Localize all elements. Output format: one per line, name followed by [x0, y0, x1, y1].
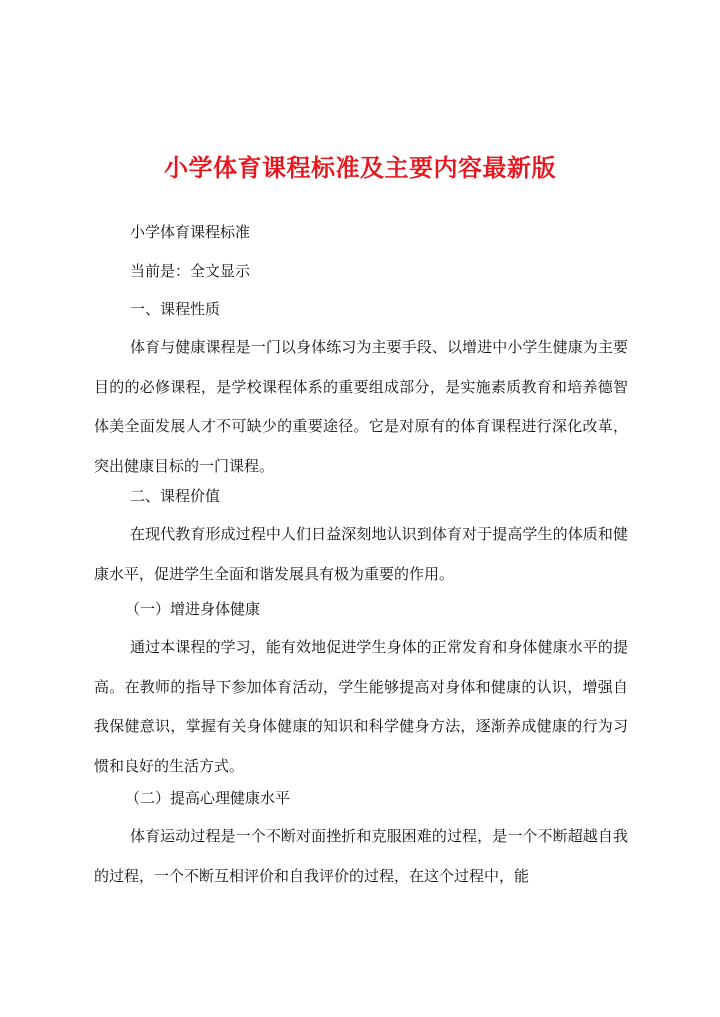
- document-subtitle: 小学体育课程标准: [130, 223, 251, 241]
- subsection-heading-physical-health: （一）增进身体健康: [125, 600, 261, 618]
- subsection-heading-mental-health: （二）提高心理健康水平: [125, 789, 291, 807]
- document-title: 小学体育课程标准及主要内容最新版: [164, 153, 556, 182]
- section-paragraph-value: 在现代教育形成过程中人们日益深刻地认识到体育对于提高学生的体质和健康水平，促进学生全面和谐发展具有极为重要的作用。: [94, 525, 628, 583]
- display-mode-label: 当前是：全文显示: [130, 262, 251, 280]
- section-heading-nature: 一、课程性质: [130, 300, 221, 318]
- subsection-paragraph-physical-health: 通过本课程的学习，能有效地促进学生身体的正常发育和身体健康水平的提高。在教师的指导下参加体育活动，学生能够提高对身体和健康的认识，增强自我保健意识，掌握有关身体健康的知识和科学健身方法，逐渐养成健康的行为习惯和良好的生活方式。: [94, 638, 628, 775]
- section-heading-value: 二、课程价值: [130, 487, 221, 505]
- section-paragraph-nature: 体育与健康课程是一门以身体练习为主要手段、以增进中小学生健康为主要目的的必修课程，是学校课程体系的重要组成部分，是实施素质教育和培养德智体美全面发展人才不可缺少的重要途径。它是对原有的体育课程进行深化改革，突出健康目标的一门课程。: [94, 338, 628, 475]
- subsection-paragraph-mental-health: 体育运动过程是一个不断对面挫折和克服困难的过程，是一个不断超越自我的过程，一个不断互相评价和自我评价的过程，在这个过程中，能: [94, 827, 628, 885]
